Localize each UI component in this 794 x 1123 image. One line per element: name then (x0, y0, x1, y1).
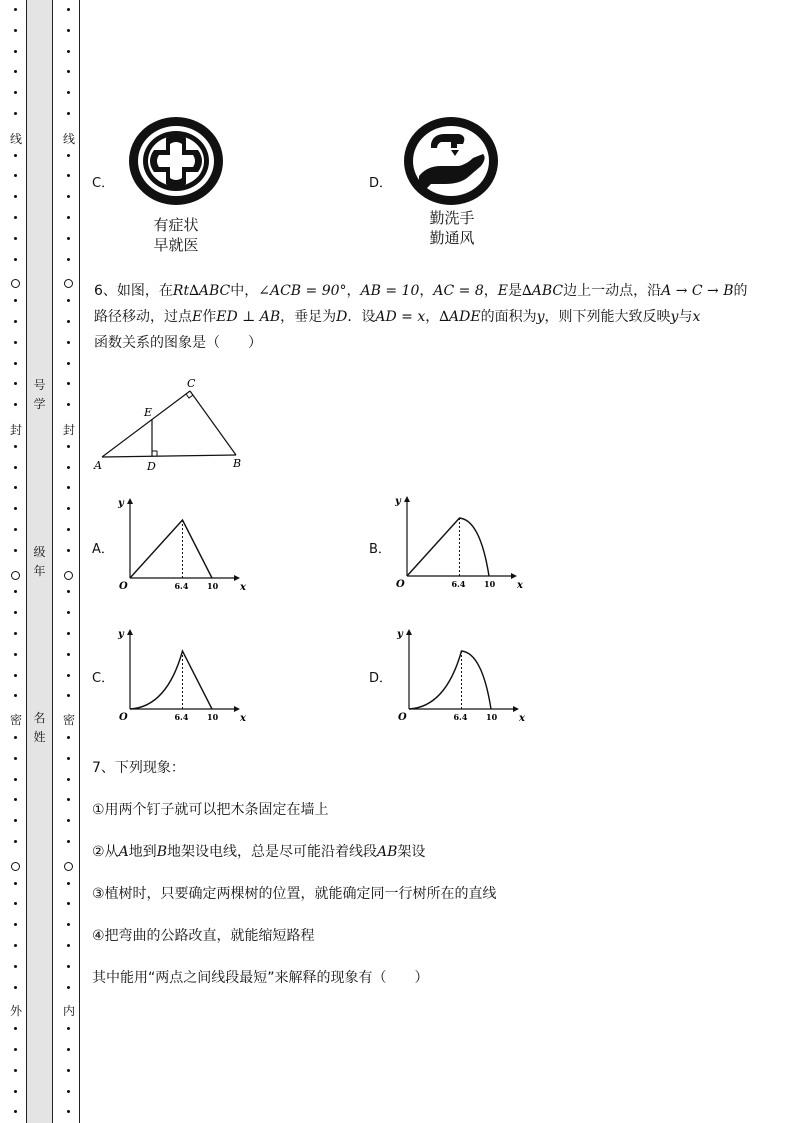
binding-dot (14, 320, 17, 323)
tick-6-4-label: 6.4 (453, 712, 468, 722)
binding-dot (14, 590, 17, 593)
x-axis-label: x (517, 580, 523, 591)
inner-dotted-line (63, 0, 75, 1123)
binding-dot (67, 403, 70, 406)
binding-dot (14, 944, 17, 947)
x-axis-label: x (240, 713, 246, 724)
tick-6-4-label: 6.4 (174, 712, 189, 722)
origin-label: O (396, 579, 405, 590)
origin-label: O (119, 712, 128, 723)
binding-dot (67, 986, 70, 989)
y-axis-arrow (404, 496, 410, 502)
y-axis-arrow (406, 629, 412, 635)
binding-dot (67, 757, 70, 760)
binding-circle (64, 571, 73, 580)
binding-dot (67, 653, 70, 656)
binding-dot (14, 486, 17, 489)
binding-mark: 线 (62, 132, 75, 146)
binding-dot (67, 944, 70, 947)
binding-dot (67, 902, 70, 905)
binding-dot (67, 466, 70, 469)
tick-10-label: 10 (207, 581, 219, 591)
binding-dot (14, 382, 17, 385)
point-d-label: D (147, 460, 156, 473)
tick-10-label: 10 (207, 712, 219, 722)
tick-6-4-label: 6.4 (174, 581, 189, 591)
binding-dot (14, 882, 17, 885)
origin-label: O (119, 581, 128, 592)
question-7-item-1: ①用两个钉子就可以把木条固定在墙上 (92, 802, 329, 818)
binding-dot (14, 1110, 17, 1113)
binding-dot (67, 50, 70, 53)
binding-dot (67, 590, 70, 593)
function-curve (409, 651, 491, 709)
binding-circle (11, 279, 20, 288)
binding-dot (14, 70, 17, 73)
question-7-ask: 其中能用“两点之间线段最短”来解释的现象有（ ） (92, 970, 429, 986)
graph-a-letter: A． (92, 542, 114, 557)
binding-dot (14, 1048, 17, 1051)
x-axis-label: x (519, 713, 525, 724)
binding-dot (67, 445, 70, 448)
graph-c[interactable] (112, 623, 244, 727)
hand-wash-icon (401, 114, 501, 208)
binding-dot (67, 216, 70, 219)
binding-mark: 封 (9, 423, 22, 437)
binding-dot (67, 70, 70, 73)
origin-label: O (398, 712, 407, 723)
binding-dot (67, 923, 70, 926)
binding-mark: 内 (62, 1004, 75, 1018)
x-axis-arrow (513, 706, 519, 712)
y-axis-label: y (118, 498, 124, 509)
binding-dot (14, 611, 17, 614)
binding-dot (14, 965, 17, 968)
binding-dot (14, 694, 17, 697)
binding-dot (14, 798, 17, 801)
binding-dot (14, 29, 17, 32)
triangle-figure (90, 374, 250, 474)
binding-dot (67, 382, 70, 385)
binding-dot (14, 528, 17, 531)
binding-dot (14, 819, 17, 822)
question-7-title: 7、下列现象： (92, 760, 185, 776)
binding-dot (67, 528, 70, 531)
binding-dot (67, 91, 70, 94)
binding-dot (67, 798, 70, 801)
binding-dot (67, 1069, 70, 1072)
question-6-text: 6、如图，在Rt∆ABC中，∠ACB = 90°，AB = 10，AC = 8，E是∆ABC边上一动点，沿A → C → B的 路径移动，过点E作ED ⊥ AB，垂足为D．设AD = x，∆ADE的面积为y，则下列能大致反映y与x 函数关系的图象是（ ） (94, 283, 748, 351)
binding-dot (14, 195, 17, 198)
binding-dot (67, 1090, 70, 1093)
binding-dot (14, 1069, 17, 1072)
binding-dot (67, 1027, 70, 1030)
binding-dot (14, 840, 17, 843)
grade-label: 级 年 (33, 545, 46, 578)
binding-dot (67, 1110, 70, 1113)
x-axis-arrow (511, 573, 517, 579)
graph-b[interactable] (389, 490, 521, 594)
graph-a[interactable] (112, 492, 244, 596)
binding-dot (67, 258, 70, 261)
binding-dot (14, 466, 17, 469)
binding-mark: 线 (9, 132, 22, 146)
y-axis-label: y (395, 496, 401, 507)
cross-badge-icon (126, 114, 226, 208)
y-axis-arrow (127, 498, 133, 504)
binding-dot (67, 320, 70, 323)
inner-border-line (79, 0, 80, 1123)
question-7-item-3: ③植树时，只要确定两棵树的位置，就能确定同一行树所在的直线 (92, 886, 497, 902)
binding-dot (67, 1048, 70, 1051)
binding-dot (67, 299, 70, 302)
tick-10-label: 10 (486, 712, 498, 722)
binding-dot (67, 362, 70, 365)
function-curve (130, 651, 212, 709)
tick-10-label: 10 (484, 579, 496, 589)
tick-6-4-label: 6.4 (451, 579, 466, 589)
binding-dot (14, 445, 17, 448)
binding-circle (64, 279, 73, 288)
binding-dot (67, 611, 70, 614)
binding-dot (14, 674, 17, 677)
binding-dot (14, 91, 17, 94)
graph-c-letter: C． (92, 671, 115, 686)
binding-dot (14, 778, 17, 781)
y-axis-label: y (397, 629, 403, 640)
binding-mark: 密 (9, 713, 22, 727)
binding-mark: 外 (9, 1004, 22, 1018)
binding-dot (67, 819, 70, 822)
name-label: 名 姓 (33, 711, 46, 744)
vertex-c-label: C (187, 377, 196, 390)
binding-dot (14, 8, 17, 11)
binding-dot (14, 632, 17, 635)
x-axis-arrow (234, 706, 240, 712)
binding-dot (14, 154, 17, 157)
option-c-caption: 有症状 早就医 (153, 216, 199, 254)
binding-dot (14, 549, 17, 552)
outer-dotted-line (10, 0, 22, 1123)
vertex-a-label: A (94, 459, 102, 472)
student-id-label: 号 学 (33, 378, 46, 411)
binding-dot (67, 965, 70, 968)
binding-circle (11, 862, 20, 871)
binding-circle (64, 862, 73, 871)
binding-mark: 密 (62, 713, 75, 727)
option-d-label: D． (369, 176, 393, 191)
binding-dot (67, 29, 70, 32)
binding-dot (14, 112, 17, 115)
question-7-item-2: ②从A地到B地架设电线，总是尽可能沿着线段AB架设 (92, 844, 426, 860)
binding-dot (14, 507, 17, 510)
binding-dot (67, 154, 70, 157)
binding-dot (67, 486, 70, 489)
binding-dot (67, 507, 70, 510)
binding-dot (67, 632, 70, 635)
binding-dot (14, 299, 17, 302)
vertex-b-label: B (233, 457, 242, 470)
binding-dot (14, 258, 17, 261)
y-axis-label: y (118, 629, 124, 640)
binding-mark: 封 (62, 423, 75, 437)
binding-dot (67, 674, 70, 677)
option-d-caption: 勤洗手 勤通风 (429, 209, 475, 247)
option-c-label: C． (92, 176, 115, 191)
binding-dot (14, 736, 17, 739)
point-e-label: E (144, 406, 153, 419)
binding-dot (67, 778, 70, 781)
binding-dot (14, 986, 17, 989)
binding-dot (14, 757, 17, 760)
binding-dot (67, 694, 70, 697)
graph-d[interactable] (391, 623, 523, 727)
binding-dot (14, 174, 17, 177)
binding-dot (14, 50, 17, 53)
binding-dot (14, 403, 17, 406)
binding-dot (14, 1027, 17, 1030)
graph-b-letter: B． (369, 542, 391, 557)
binding-dot (14, 237, 17, 240)
x-axis-arrow (234, 575, 240, 581)
binding-dot (67, 736, 70, 739)
binding-dot (67, 840, 70, 843)
binding-dot (67, 341, 70, 344)
binding-dot (67, 882, 70, 885)
question-7-item-4: ④把弯曲的公路改直，就能缩短路程 (92, 928, 315, 944)
binding-dot (14, 341, 17, 344)
binding-dot (67, 174, 70, 177)
binding-circle (11, 571, 20, 580)
binding-dot (67, 112, 70, 115)
y-axis-arrow (127, 629, 133, 635)
binding-dot (14, 653, 17, 656)
binding-dot (14, 1090, 17, 1093)
function-curve (407, 518, 489, 576)
graph-d-letter: D． (369, 671, 393, 686)
function-curve (130, 520, 212, 578)
binding-dot (67, 8, 70, 11)
x-axis-label: x (240, 582, 246, 593)
binding-dot (14, 923, 17, 926)
binding-dot (67, 549, 70, 552)
binding-dot (14, 216, 17, 219)
binding-dot (67, 237, 70, 240)
binding-dot (14, 362, 17, 365)
binding-dot (14, 902, 17, 905)
binding-dot (67, 195, 70, 198)
